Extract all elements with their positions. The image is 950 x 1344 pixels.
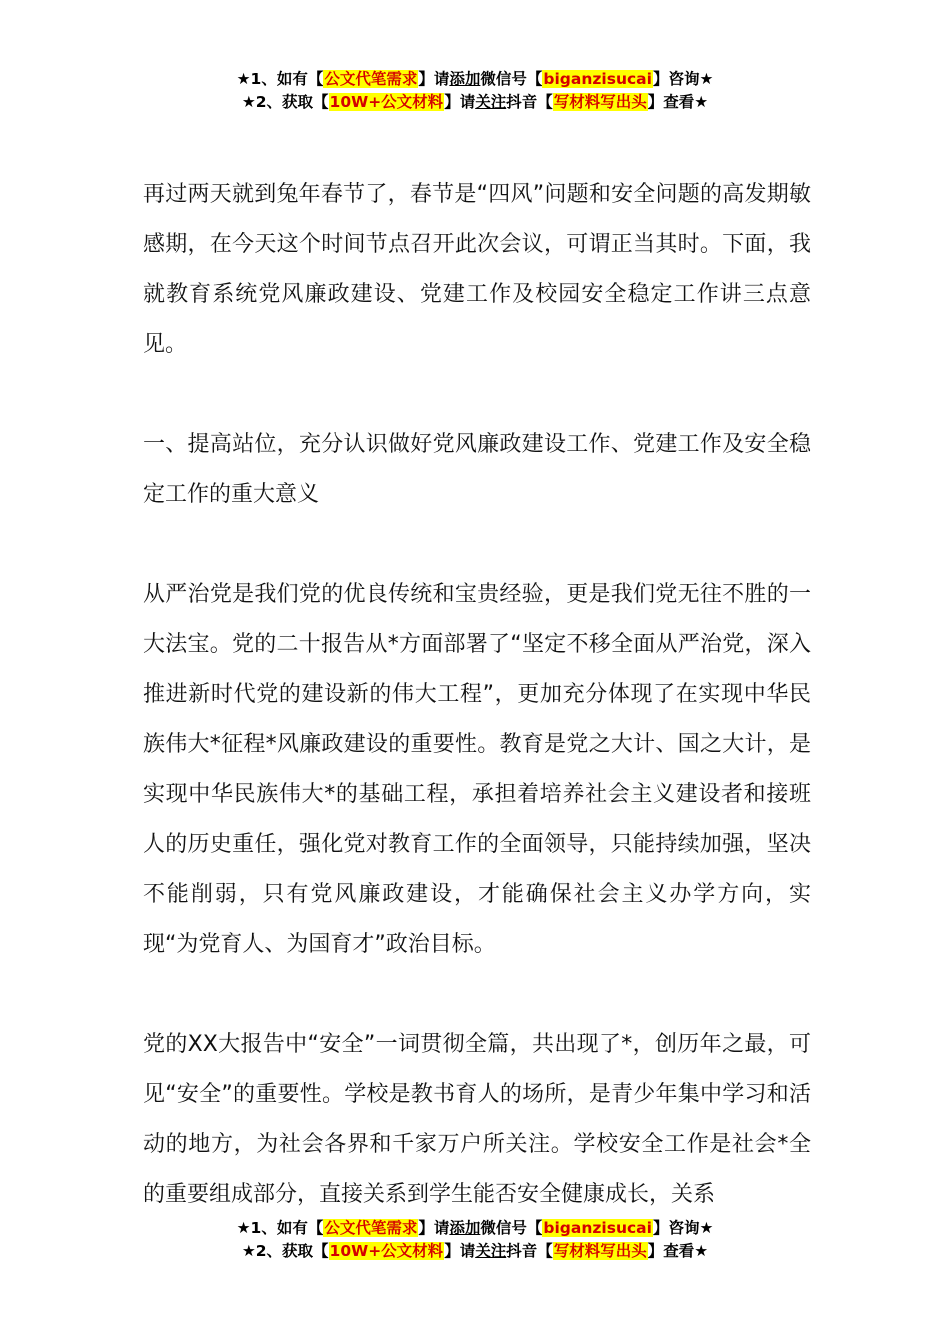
banner-text: 】请 bbox=[444, 1242, 476, 1260]
banner-text: 抖音【 bbox=[506, 1242, 553, 1260]
banner-text: 】请 bbox=[418, 1219, 450, 1237]
banner-highlight: biganzisucai bbox=[543, 1219, 652, 1237]
banner-text: ★2、获取【 bbox=[241, 1242, 329, 1260]
banner-underline: 关注 bbox=[475, 1242, 507, 1260]
banner-text: 】查看★ bbox=[647, 1242, 709, 1260]
banner-underline: 添加 bbox=[449, 1219, 481, 1237]
banner-text: ★2、获取【 bbox=[241, 93, 329, 111]
paragraph-safety: 党的XX大报告中“安全”一词贯彻全篇，共出现了*，创历年之最，可见“安全”的重要性。学校是教书育人的场所，是青少年集中学习和活动的地方，为社会各界和千家万户所关注。学校安全工作是社会*全的重要组成部分，直接关系到学生能否安全健康成长，关系 bbox=[143, 1032, 811, 1207]
banner-underline: 关注 bbox=[475, 93, 507, 111]
banner-highlight: 10W+公文材料 bbox=[329, 1242, 444, 1260]
banner-text: 】咨询★ bbox=[652, 1219, 714, 1237]
banner-text: 】咨询★ bbox=[652, 70, 714, 88]
banner-text: 】请 bbox=[444, 93, 476, 111]
banner-line-1 bbox=[0, 68, 950, 91]
banner-line-2 bbox=[0, 91, 950, 114]
banner-highlight: 10W+公文材料 bbox=[329, 93, 444, 111]
banner-underline: 添加 bbox=[449, 70, 481, 88]
banner-text: 微信号【 bbox=[480, 70, 543, 88]
paragraph-party: 从严治党是我们党的优良传统和宝贵经验，更是我们党无往不胜的一大法宝。党的二十报告从*方面部署了“坚定不移全面从严治党，深入推进新时代党的建设新的伟大工程”，更加充分体现了在实现中华民族伟大*征程*风廉政建设的重要性。教育是党之大计、国之大计，是实现中华民族伟大*的基础工程，承担着培养社会主义建设者和接班人的历史重任，强化党对教育工作的全面领导，只能持续加强，坚决不能削弱，只有党风廉政建设，才能确保社会主义办学方向，实现“为党育人、为国育才”政治目标。 bbox=[143, 582, 811, 957]
banner-text: 】请 bbox=[418, 70, 450, 88]
footer-banner bbox=[0, 1217, 950, 1263]
banner-highlight: 公文代笔需求 bbox=[324, 1219, 418, 1237]
section-heading: 一、提高站位，充分认识做好党风廉政建设工作、党建工作及安全稳定工作的重大意义 bbox=[143, 432, 811, 507]
banner-highlight: 写材料写出头 bbox=[553, 1242, 647, 1260]
banner-text: 抖音【 bbox=[506, 93, 553, 111]
paragraph-intro: 再过两天就到兔年春节了，春节是“四风”问题和安全问题的高发期敏感期，在今天这个时间节点召开此次会议，可谓正当其时。下面，我就教育系统党风廉政建设、党建工作及校园安全稳定工作讲三点意见。 bbox=[143, 182, 811, 357]
banner-highlight: biganzisucai bbox=[543, 70, 652, 88]
banner-text: ★1、如有【 bbox=[236, 70, 324, 88]
banner-highlight: 写材料写出头 bbox=[553, 93, 647, 111]
header-banner bbox=[0, 68, 950, 114]
banner-text: ★1、如有【 bbox=[236, 1219, 324, 1237]
banner-highlight: 公文代笔需求 bbox=[324, 70, 418, 88]
banner-text: 】查看★ bbox=[647, 93, 709, 111]
banner-line-1 bbox=[0, 1217, 950, 1240]
document-body bbox=[143, 170, 811, 1220]
banner-text: 微信号【 bbox=[480, 1219, 543, 1237]
banner-line-2 bbox=[0, 1240, 950, 1263]
